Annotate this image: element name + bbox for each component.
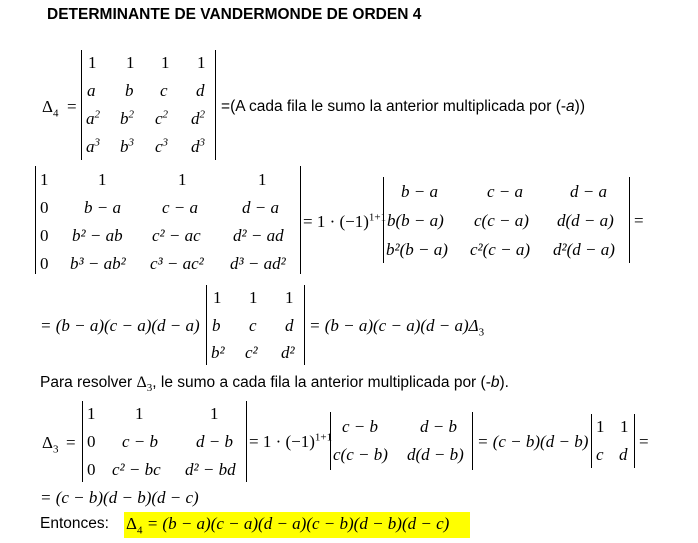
matrix-cell: c³ − ac² <box>150 254 204 273</box>
matrix-cell: 1 <box>87 404 96 423</box>
result-text: = (b − a)(c − a)(d − a)Δ <box>309 316 479 335</box>
matrix-cell: b − a <box>401 182 438 201</box>
matrix-cell: 1 <box>210 404 219 423</box>
determinant-bar-right <box>215 50 216 160</box>
matrix-cell: b <box>212 316 221 335</box>
matrix-cell: 1 <box>135 404 144 423</box>
formula-text: = (b − a)(c − a)(d − a)(c − b)(d − b)(d − c) <box>142 514 450 533</box>
matrix-cell: 0 <box>87 460 96 479</box>
determinant-bar-left <box>591 414 592 468</box>
matrix-cell: b(b − a) <box>387 211 444 230</box>
matrix-cell: d <box>196 81 205 100</box>
matrix-cell: d <box>619 445 628 464</box>
equals-sign: = <box>66 433 76 452</box>
matrix-cell: 1 <box>197 53 206 72</box>
matrix-cell: b <box>125 81 134 100</box>
determinant-bar-right <box>634 414 635 468</box>
matrix-cell: 1 <box>258 170 267 189</box>
matrix-cell: c − a <box>487 182 524 201</box>
instruction-paragraph <box>40 374 509 395</box>
delta-subscript: 4 <box>52 107 59 120</box>
matrix-cell: d² <box>281 343 295 362</box>
matrix-cell: a <box>87 81 96 100</box>
matrix-cell: d(d − b) <box>407 445 464 464</box>
matrix-cell: 0 <box>40 198 49 217</box>
determinant-bar-right <box>300 166 301 274</box>
cofactor-expansion <box>249 432 332 452</box>
matrix-cell: b − a <box>84 198 121 217</box>
factored-product: = (b − a)(c − a)(d − a) <box>40 316 200 335</box>
matrix-cell: d³ − ad² <box>230 254 286 273</box>
matrix-cell: c − b <box>342 417 379 436</box>
matrix-cell: $b^3$ <box>120 136 134 156</box>
determinant-bar-right <box>472 412 473 470</box>
matrix-cell: 0 <box>40 226 49 245</box>
delta4-symbol <box>42 97 59 120</box>
matrix-cell: d(d − a) <box>557 211 614 230</box>
result-subscript: 3 <box>478 326 485 339</box>
delta-glyph: Δ <box>42 97 53 116</box>
determinant-bar-left <box>81 50 82 160</box>
determinant-bar-right <box>629 177 630 263</box>
cofactor-expansion <box>303 212 386 232</box>
matrix-cell: c² <box>245 343 258 362</box>
matrix-cell: $c^3$ <box>155 136 169 156</box>
matrix-cell: b² − ab <box>72 226 123 245</box>
matrix-cell: d² − bd <box>185 460 236 479</box>
matrix-cell: d <box>285 316 294 335</box>
matrix-cell: c − b <box>122 432 159 451</box>
paragraph-text: , le sumo a cada fila la anterior multiplicada por (- <box>152 374 491 391</box>
matrix-cell: 1 <box>88 53 97 72</box>
matrix-cell: d − b <box>420 417 457 436</box>
matrix-cell: b³ − ab² <box>70 254 126 273</box>
matrix-cell: d − b <box>196 432 233 451</box>
determinant-bar-left <box>35 166 36 274</box>
determinant-bar-right <box>246 401 247 482</box>
matrix-cell: c(c − b) <box>333 445 388 464</box>
matrix-cell: 1 <box>620 417 629 436</box>
matrix-cell: $a^3$ <box>86 136 100 156</box>
matrix-cell: c <box>160 81 168 100</box>
factored-product: = (c − b)(d − b) <box>477 432 589 451</box>
determinant-bar-left <box>383 177 384 263</box>
matrix-cell: $d^2$ <box>191 108 205 128</box>
matrix-cell: 1 <box>161 53 170 72</box>
matrix-cell: 1 <box>249 288 258 307</box>
delta-subscript: 3 <box>52 443 59 456</box>
delta3-symbol <box>42 433 59 456</box>
matrix-cell: 0 <box>40 254 49 273</box>
matrix-cell: 0 <box>87 432 96 451</box>
paragraph-text: ). <box>499 374 509 391</box>
matrix-cell: d − a <box>570 182 607 201</box>
delta-glyph: Δ <box>126 514 137 533</box>
matrix-cell: c²(c − a) <box>470 240 530 259</box>
expansion-exponent: 1+1 <box>314 431 333 444</box>
step3-result <box>309 316 485 339</box>
document-title: DETERMINANTE DE VANDERMONDE DE ORDEN 4 <box>47 6 422 23</box>
determinant-bar-right <box>304 285 305 365</box>
matrix-cell: c <box>249 316 257 335</box>
matrix-cell: d² − ad <box>233 226 284 245</box>
determinant-bar-left <box>206 285 207 365</box>
equals-sign: = <box>67 97 77 116</box>
matrix-cell: $b^2$ <box>120 108 134 128</box>
delta-subscript: 4 <box>136 524 143 537</box>
comment-text: (A cada fila le sumo la anterior multiplicada por (- <box>230 98 567 115</box>
determinant-bar-left <box>82 401 83 482</box>
matrix-cell: $c^2$ <box>155 108 169 128</box>
comment-variable: a <box>566 98 575 115</box>
matrix-cell: c(c − a) <box>474 211 529 230</box>
equals-sign: = <box>639 432 649 451</box>
expansion-text: = 1 · (−1) <box>303 212 369 231</box>
matrix-cell: 1 <box>126 53 135 72</box>
matrix-cell: c − a <box>162 198 199 217</box>
final-formula <box>126 514 450 537</box>
delta-glyph: Δ <box>136 374 147 391</box>
matrix-cell: c² − ac <box>152 226 201 245</box>
paragraph-variable: b <box>490 374 500 391</box>
equals-sign: = <box>634 211 644 230</box>
comment-close: )) <box>574 98 585 115</box>
paragraph-text: Para resolver <box>40 374 137 391</box>
matrix-cell: 1 <box>596 417 605 436</box>
matrix-cell: 1 <box>178 170 187 189</box>
matrix-cell: 1 <box>213 288 222 307</box>
step5-result: = (c − b)(d − b)(d − c) <box>40 488 199 507</box>
matrix-cell: b² <box>211 343 225 362</box>
matrix-cell: 1 <box>285 288 294 307</box>
delta3-symbol <box>136 374 153 395</box>
matrix-cell: d − a <box>242 198 279 217</box>
matrix-cell: d²(d − a) <box>553 240 615 259</box>
determinant-bar-left <box>330 412 331 470</box>
matrix-cell: 1 <box>40 170 49 189</box>
expansion-text: = 1 · (−1) <box>249 432 315 451</box>
matrix-cell: $a^2$ <box>86 108 100 128</box>
matrix-cell: $d^3$ <box>191 136 205 156</box>
conclusion-label: Entonces: <box>40 515 109 532</box>
matrix-cell: c² − bc <box>112 460 161 479</box>
matrix-cell: b²(b − a) <box>386 240 448 259</box>
delta-subscript: 3 <box>146 382 153 395</box>
step1-comment: =(A cada fila le sumo la anterior multiplicada por (-a)) <box>221 98 585 115</box>
matrix-cell: c <box>596 445 604 464</box>
matrix-cell: 1 <box>98 170 107 189</box>
delta-glyph: Δ <box>42 433 53 452</box>
expansion-exponent: 1+1 <box>368 211 387 224</box>
